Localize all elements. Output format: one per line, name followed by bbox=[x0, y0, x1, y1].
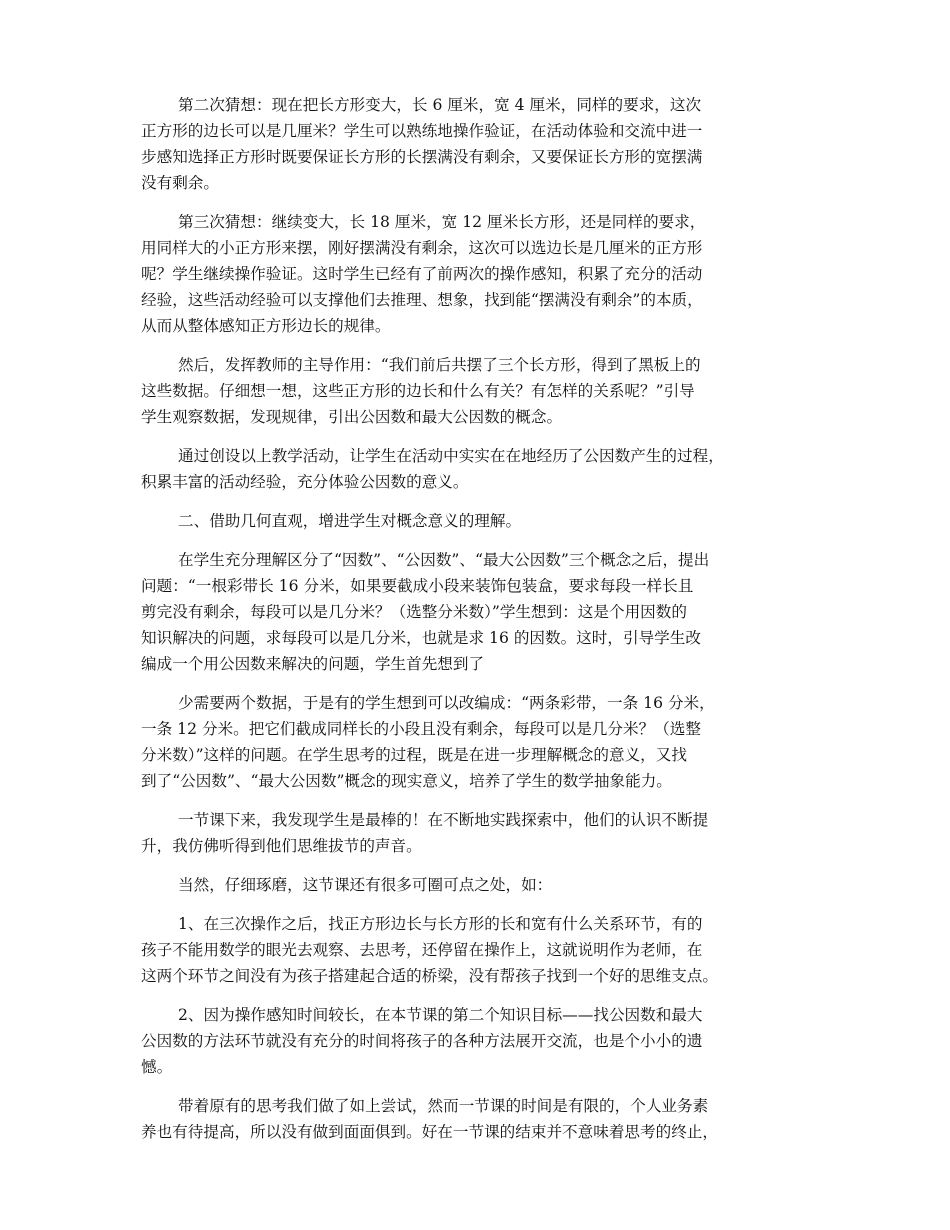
paragraph-line: 编成一个用公因数来解决的问题，学生首先想到了 bbox=[141, 655, 485, 673]
paragraph-line: 剪完没有剩余，每段可以是几分米？（选整分米数）”学生想到：这是个用因数的 bbox=[141, 603, 687, 621]
paragraph bbox=[141, 911, 813, 989]
paragraph-line: 这两个环节之间没有为孩子搭建起合适的桥梁，没有帮孩子找到一个好的思维支点。 bbox=[141, 967, 718, 985]
paragraph-line: 在学生充分理解区分了“因数”、“公因数”、“最大公因数”三个概念之后，提出 bbox=[178, 551, 710, 569]
paragraph-line: 没有剩余。 bbox=[141, 174, 219, 192]
paragraph-line: 分米数）”这样的问题。在学生思考的过程，既是在进一步理解概念的意义，又找 bbox=[141, 746, 687, 764]
paragraph-line: 这些数据。仔细想一想，这些正方形的边长和什么有关？有怎样的关系呢？”引导 bbox=[141, 382, 695, 400]
paragraph bbox=[141, 872, 813, 898]
paragraph-line: 二、借助几何直观，增进学生对概念意义的理解。 bbox=[178, 512, 522, 530]
paragraph-line: 当然，仔细琢磨，这节课还有很多可圈可点之处，如： bbox=[178, 876, 553, 894]
paragraph-line: 一节课下来，我发现学生是最棒的！在不断地实践探索中，他们的认识不断提 bbox=[178, 811, 709, 829]
paragraph-line: 憾。 bbox=[141, 1058, 173, 1076]
paragraph-line: 呢？学生继续操作验证。这时学生已经有了前两次的操作感知，积累了充分的活动 bbox=[141, 265, 703, 283]
paragraph-line: 然后，发挥教师的主导作用：“我们前后共摆了三个长方形，得到了黑板上的 bbox=[178, 356, 701, 374]
paragraph-line: 通过创设以上教学活动，让学生在活动中实实在在地经历了公因数产生的过程， bbox=[178, 447, 724, 465]
paragraph-line: 带着原有的思考我们做了如上尝试，然而一节课的时间是有限的，个人业务素 bbox=[178, 1097, 709, 1115]
paragraph-line: 积累丰富的活动经验，充分体验公因数的意义。 bbox=[141, 473, 469, 491]
paragraph bbox=[141, 352, 813, 430]
paragraph-line: 升，我仿佛听得到他们思维拔节的声音。 bbox=[141, 837, 422, 855]
paragraph-line: 到了“公因数”、“最大公因数”概念的现实意义，培养了学生的数学抽象能力。 bbox=[141, 772, 672, 790]
paragraph-line: 公因数的方法环节就没有充分的时间将孩子的各种方法展开交流，也是个小小的遗 bbox=[141, 1032, 703, 1050]
paragraph-line: 第三次猜想：继续变大，长 18 厘米，宽 12 厘米长方形，还是同样的要求， bbox=[178, 213, 706, 231]
paragraph-line: 知识解决的问题，求每段可以是几分米，也就是求 16 的因数。这时，引导学生改 bbox=[141, 629, 701, 647]
paragraph bbox=[141, 443, 813, 495]
paragraph-line: 学生观察数据，发现规律，引出公因数和最大公因数的概念。 bbox=[141, 408, 563, 426]
paragraph-line: 正方形的边长可以是几厘米？学生可以熟练地操作验证，在活动体验和交流中进一 bbox=[141, 122, 703, 140]
paragraph bbox=[141, 508, 813, 534]
paragraph-line: 第二次猜想：现在把长方形变大，长 6 厘米，宽 4 厘米，同样的要求，这次 bbox=[178, 96, 702, 114]
paragraph-line: 从而从整体感知正方形边长的规律。 bbox=[141, 317, 391, 335]
paragraph-line: 1、在三次操作之后，找正方形边长与长方形的长和宽有什么关系环节，有的 bbox=[178, 915, 703, 933]
paragraph bbox=[141, 1002, 813, 1080]
paragraph-line: 一条 12 分米。把它们截成同样长的小段且没有剩余，每段可以是几分米？（选整 bbox=[141, 720, 701, 738]
paragraph-line: 步感知选择正方形时既要保证长方形的长摆满没有剩余，又要保证长方形的宽摆满 bbox=[141, 148, 703, 166]
paragraph-line: 孩子不能用数学的眼光去观察、去思考，还停留在操作上，这就说明作为老师，在 bbox=[141, 941, 703, 959]
paragraph-line: 2、因为操作感知时间较长，在本节课的第二个知识目标——找公因数和最大 bbox=[178, 1006, 703, 1024]
paragraph-line: 经验，这些活动经验可以支撑他们去推理、想象，找到能“摆满没有剩余”的本质， bbox=[141, 291, 703, 309]
paragraph bbox=[141, 92, 813, 196]
paragraph-line: 少需要两个数据，于是有的学生想到可以改编成：“两条彩带，一条 16 分米， bbox=[178, 694, 715, 712]
paragraph bbox=[141, 807, 813, 859]
paragraph bbox=[141, 209, 813, 339]
paragraph bbox=[141, 1093, 813, 1145]
paragraph bbox=[141, 547, 813, 677]
paragraph-line: 问题：“一根彩带长 16 分米，如果要截成小段来装饰包装盒，要求每段一样长且 bbox=[141, 577, 694, 595]
paragraph-line: 养也有待提高，所以没有做到面面俱到。好在一节课的结束并不意味着思考的终止， bbox=[141, 1123, 718, 1141]
paragraph bbox=[141, 690, 813, 794]
document-body bbox=[141, 92, 813, 1158]
paragraph-line: 用同样大的小正方形来摆，刚好摆满没有剩余，这次可以选边长是几厘米的正方形 bbox=[141, 239, 703, 257]
